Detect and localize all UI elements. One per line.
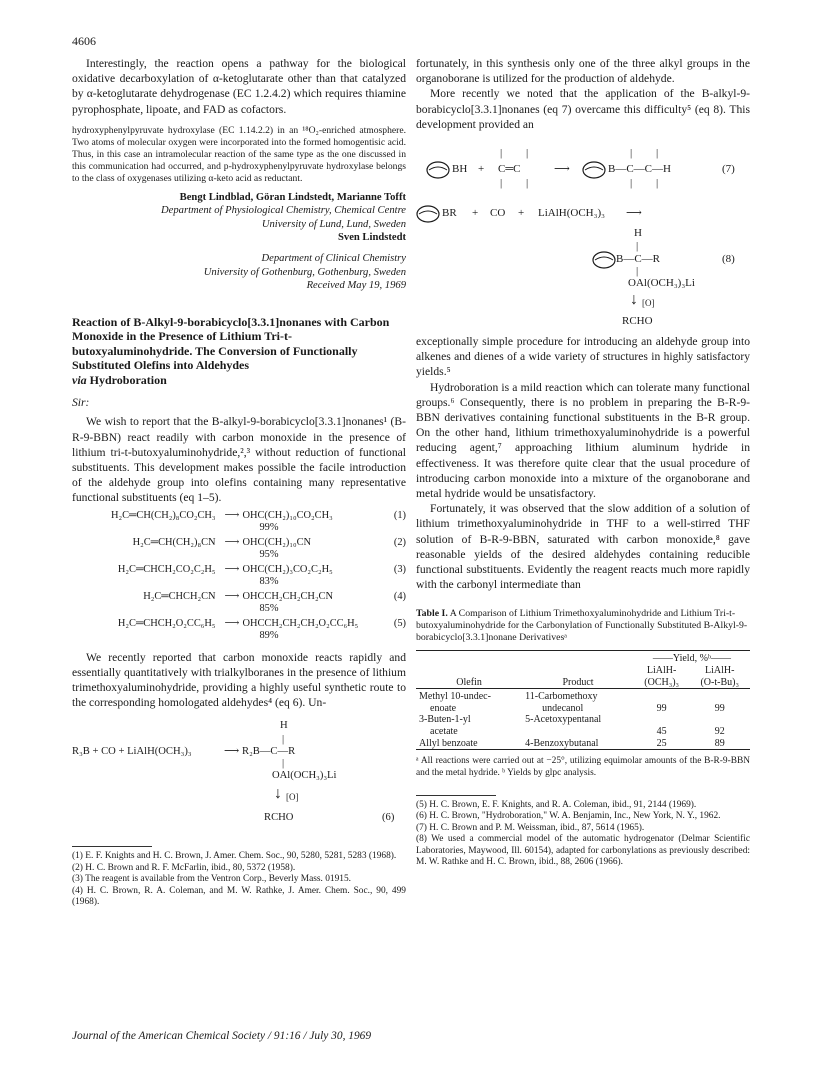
table-label: Table I. [416, 608, 448, 620]
eq-lhs: H₂C═CHCH₂O₂CC₆H₅ [117, 617, 216, 629]
eq8-h: H [634, 227, 642, 240]
eq8-bond-down: | [636, 265, 639, 278]
eq7-alkene: C═C [498, 163, 521, 176]
eq8-arrow: ⟶ [626, 207, 642, 220]
cell-yield-a [634, 714, 689, 726]
cell-product: undecanol [542, 702, 584, 714]
eq8-down-arrow: ↓ [630, 291, 638, 309]
footnote-1: (1) E. F. Knights and H. C. Brown, J. Amer. Chem. Soc., 90, 5280, 5281, 5283 (1968). [72, 851, 397, 862]
footnote-3: (3) The reagent is available from the Ventron Corp., Beverly Mass. 01915. [72, 874, 352, 885]
eq7-bond: | [526, 147, 529, 160]
eq-yield: 99% [259, 521, 279, 533]
salutation: Sir: [72, 396, 90, 410]
eq7-bond: | [656, 147, 659, 160]
university-2: University of Gothenburg, Gothenburg, Sweden [203, 266, 406, 278]
cell-yield-b: 89 [714, 737, 725, 749]
cell-yield-b [689, 714, 750, 726]
eq-rhs: OHC(CH₂)₁₀CN [242, 536, 312, 548]
cell-olefin: 3-Buten-1-yl [419, 714, 471, 726]
eq-yield: 85% [259, 602, 279, 614]
eq-yield: 83% [259, 575, 279, 587]
table-row [416, 691, 750, 703]
right-paragraph-4: Hydroboration is a mild reaction which can tolerate many functional groups.⁶ Consequently, there is no problem in preparing the B-R-9-BBN derivatives containing functional substituents in the B-R group. On the other hand, lithium trimethoxyaluminohydride is a powerful reducing agent,⁷ approaching lithium aluminum hydride in effectiveness. It was therefore quite clear that the usual procedure of introducing carbon monoxide into a mixture of the organoborane and metal hydride would be unsatisfactory. [416, 380, 750, 501]
cell-olefin: Methyl 10-undec- [419, 691, 491, 703]
eq8-oal: OAl(OCH₃)₃Li [628, 277, 695, 290]
equations-1-5 [72, 510, 406, 642]
right-paragraph-2: More recently we noted that the application of the B-alkyl-9-borabicyclo[3.3.1]nonanes (eq 7) overcame this difficulty⁵ (eq 8). This development provided an [416, 87, 750, 131]
scheme-equation-6 [72, 714, 406, 836]
footnote-rule [416, 795, 496, 796]
eq-lhs: H₂C═CH(CH₂)₈CO₂CH₃ [110, 509, 216, 521]
equation-3 [72, 564, 406, 576]
eq-number: (5) [393, 617, 406, 629]
cell-product: 11-Carbomethoxy [525, 691, 598, 703]
eq7-bond: | [630, 147, 633, 160]
eq8-bond-up: | [636, 240, 639, 253]
bbn-ring-icon [582, 160, 608, 180]
cell-yield-a: 45 [656, 726, 667, 738]
right-paragraph-3: exceptionally simple procedure for introducing an aldehyde group into alkenes and dienes of a wide variety of structures in highly satisfactory yields.⁵ [416, 335, 750, 379]
cell-product [522, 726, 634, 738]
reaction-arrow: ⟶ [224, 563, 240, 575]
scheme6-h: H [280, 720, 288, 732]
scheme6-down-arrow: ↓ [274, 785, 282, 803]
cell-product: 4-Benzoxybutanal [525, 737, 599, 749]
eq-rhs: OHCCH₂CH₂CH₂CN [242, 590, 333, 602]
right-paragraph-1: fortunately, in this synthesis only one of the three alkyl groups in the organoborane is utilized for the production of aldehyde. [416, 57, 750, 86]
eq7-bond: | [500, 147, 503, 160]
scheme-equations-7-8 [416, 138, 750, 328]
journal-footer: Journal of the American Chemical Society / 91:16 / July 30, 1969 [72, 1030, 372, 1042]
right-column [416, 56, 750, 868]
col-b2: (O-t-Bu)₃ [700, 676, 739, 688]
article-title [72, 315, 406, 388]
left-paragraph-2: We wish to report that the B-alkyl-9-borabicyclo[3.3.1]nonanes¹ (B-R-9-BBN) react readily with carbon monoxide in the presence of lithium tri-t-butoxyaluminohydride,²,³ without reduction of functional substituents. This development makes possible the facile introduction of the aldehyde group into olefins containing many representative functional substituents (eq 1–5). [72, 415, 406, 505]
equation-1 [72, 510, 406, 522]
article-title-via: via [72, 372, 87, 387]
eq-number: (1) [393, 509, 406, 521]
received-date: Received May 19, 1969 [306, 280, 406, 292]
eq8-co: CO [490, 207, 506, 220]
university-1: University of Lund, Lund, Sweden [261, 218, 406, 230]
cell-olefin: acetate [430, 726, 458, 738]
bbn-ring-icon [592, 250, 618, 270]
cell-yield-a: 25 [656, 737, 667, 749]
eq-yield: 95% [259, 548, 279, 560]
cell-yield-b [689, 691, 750, 703]
cell-yield-a: 99 [656, 702, 667, 714]
scheme6-oxidation: [O] [286, 792, 299, 803]
eq8-product: B—C—R [616, 253, 661, 266]
scheme6-product: R₂B—C—R [242, 746, 296, 758]
reaction-arrow: ⟶ [224, 617, 240, 629]
article-title-end: Hydroboration [89, 372, 167, 387]
eq8-number: (8) [722, 253, 735, 266]
footnote-4: (4) H. C. Brown, R. A. Coleman, and M. W. Rathke, J. Amer. Chem. Soc., 90, 499 (1968). [72, 885, 406, 908]
equation-5 [72, 618, 406, 630]
col-a2: (OCH₃)₃ [644, 676, 680, 688]
eq8-plus: + [472, 207, 479, 220]
eq-rhs: OHC(CH₂)₃CO₂C₂H₅ [242, 563, 333, 575]
footnote-rule [72, 846, 152, 847]
eq7-bh: BH [452, 163, 468, 176]
scheme6-arrow: ⟶ [224, 746, 240, 758]
cell-yield-b: 92 [714, 726, 725, 738]
scheme6-reactants: R₃B + CO + LiAlH(OCH₃)₃ [72, 746, 192, 758]
table-row [416, 738, 750, 750]
eq7-product: B—C—C—H [608, 163, 671, 176]
col-a1: LiAlH- [646, 665, 677, 677]
eq-rhs: OHC(CH₂)₁₀CO₂CH₃ [242, 509, 333, 521]
affiliation-block [72, 191, 406, 293]
cell-yield-b: 99 [714, 702, 725, 714]
eq7-arrow: ⟶ [554, 163, 570, 176]
left-paragraph-3: We recently reported that carbon monoxide reacts rapidly and essentially quantitatively with trialkylboranes in the presence of lithium trimethoxyaluminohydride, providing a highly useful synthetic route to the corresponding homologated aldehydes⁴ (eq 6). Un- [72, 650, 406, 710]
eq7-bond: | [526, 177, 529, 190]
eq8-oxidation: [O] [642, 298, 655, 309]
bbn-ring-icon [416, 204, 442, 224]
scheme6-rcho: RCHO [264, 812, 294, 824]
left-paragraph-1: Interestingly, the reaction opens a pathway for the biological oxidative decarboxylation of α-ketoglutarate other than that catalyzed by α-ketoglutarate dehydrogenase (EC 1.2.4.2) which requires thiamine pyrophosphate, lipoate, and FAD as cofactors. [72, 57, 406, 116]
reaction-arrow: ⟶ [224, 536, 240, 548]
equation-4 [72, 591, 406, 603]
previous-footnote: hydroxyphenylpyruvate hydroxylase (EC 1.14.2.2) in an ¹⁸O₂-enriched atmosphere. Two atoms of molecular oxygen were incorporated into the formed homogentisic acid. Thus, in this case an intramolecular reaction of the same type as the one discussed in this communication had occurred, and p-hydroxyphenylpyruvate hydroxylase belongs to the class of oxygenases utilizing α-keto acid as reductant. [72, 124, 406, 184]
eq-lhs: H₂C═CHCH₂CO₂C₂H₅ [117, 563, 216, 575]
col-product: Product [562, 676, 594, 688]
page-number: 4606 [72, 34, 96, 48]
eq8-rcho: RCHO [622, 315, 653, 328]
cell-olefin: Allyl benzoate [419, 737, 478, 749]
department-1: Department of Physiological Chemistry, Chemical Centre [161, 205, 406, 217]
scheme6-bond-up: | [282, 734, 285, 746]
eq-lhs: H₂C═CH(CH₂)₈CN [132, 536, 216, 548]
authors-1: Bengt Lindblad, Göran Lindstedt, Marianne Tofft [179, 191, 406, 203]
eq-number: (2) [393, 536, 406, 548]
eq7-plus: + [478, 163, 485, 176]
table-caption-text: A Comparison of Lithium Trimethoxyaluminohydride and Lithium Tri-t-butoxyaluminohydride for the Carbonylation of Functionally Substituted B-Alkyl-9-borabicyclo[3.3.1]nonane Derivativesᵃ [416, 608, 748, 644]
left-column [72, 56, 406, 908]
eq-number: (4) [393, 590, 406, 602]
eq-rhs: OHCCH₂CH₂CH₂O₂CC₆H₅ [242, 617, 359, 629]
footnote-5: (5) H. C. Brown, E. F. Knights, and R. A. Coleman, ibid., 91, 2144 (1969). [416, 800, 697, 811]
author-2: Sven Lindstedt [338, 232, 406, 244]
eq7-number: (7) [722, 163, 735, 176]
eq-number: (3) [393, 563, 406, 575]
equation-2 [72, 537, 406, 549]
comparison-table [416, 650, 750, 752]
footnote-2: (2) H. C. Brown and R. F. McFarlin, ibid., 80, 5372 (1958). [72, 862, 296, 873]
table-footnote: ᵃ All reactions were carried out at −25°, utilizing equimolar amounts of the B-R-9-BBN and the metal hydride. ᵇ Yields by glpc analysis. [416, 756, 750, 778]
right-paragraph-5: Fortunately, it was observed that the slow addition of a solution of lithium trimethoxyaluminohydride in THF to a well-stirred THF solution of B-R-9-BBN, saturated with carbon monoxide,⁸ gave reasonable yields of the desired aldehydes containing reducible functional substituents. Evidently the reagent reacts much more rapidly with the carbonyl intermediate than [416, 502, 750, 592]
reaction-arrow: ⟶ [224, 590, 240, 602]
reaction-arrow: ⟶ [224, 509, 240, 521]
col-olefin: Olefin [456, 676, 482, 688]
table-row [416, 703, 750, 715]
scheme6-oal: OAl(OCH₃)₃Li [272, 770, 337, 782]
table-caption [416, 608, 750, 644]
eq-lhs: H₂C═CHCH₂CN [143, 590, 216, 602]
footnote-6: (6) H. C. Brown, "Hydroboration," W. A. Benjamin, Inc., New York, N. Y., 1962. [416, 811, 721, 822]
scheme6-bond-down: | [282, 758, 285, 770]
col-b1: LiAlH- [704, 665, 735, 677]
eq8-br: BR [442, 207, 457, 220]
article-title-main: Reaction of B-Alkyl-9-borabicyclo[3.3.1]nonanes with Carbon Monoxide in the Presence of Lithium Tri-t-butoxyaluminohydride. The Conversion of Functionally Substituted Olefins into Aldehydes [72, 314, 390, 373]
eq7-bond: | [656, 177, 659, 190]
footnote-7: (7) H. C. Brown and P. M. Weissman, ibid., 87, 5614 (1965). [416, 822, 645, 833]
eq7-bond: | [500, 177, 503, 190]
cell-yield-a [634, 691, 689, 703]
bbn-ring-icon [426, 160, 452, 180]
cell-product: 5-Acetoxypentanal [525, 714, 602, 726]
eq8-reagent: LiAlH(OCH₃)₃ [538, 207, 605, 220]
eq-yield: 89% [259, 629, 279, 641]
department-2: Department of Clinical Chemistry [261, 253, 406, 265]
yield-header: ——Yield, %ᵇ—— [652, 653, 731, 665]
eq7-bond: | [630, 177, 633, 190]
scheme6-number: (6) [382, 812, 395, 824]
cell-olefin: enoate [430, 702, 457, 714]
eq8-plus: + [518, 207, 525, 220]
table-row [416, 714, 750, 726]
table-row [416, 726, 750, 738]
footnote-8: (8) We used a commercial model of the automatic hydrogenator (Delmar Scientific Laboratories, Maywood, Ill. 60154), adapted for carbonylations as previously described: M. W. Rathke and H. C. Brown, ibid., 88, 2606 (1966). [416, 834, 750, 868]
